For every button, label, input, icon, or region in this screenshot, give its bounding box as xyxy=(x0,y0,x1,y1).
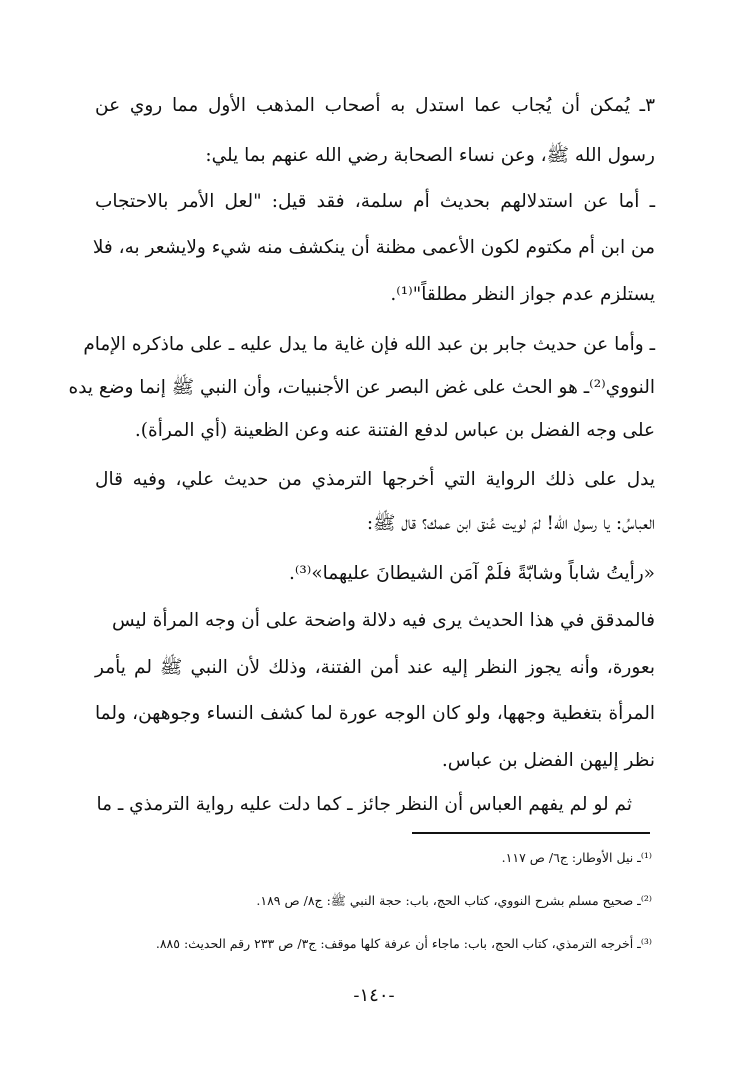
hadith-quote: «رأيتُ شاباً وشابّةً فلَمْ آمَن الشيطانَ عليهما»⁽³⁾. xyxy=(288,563,655,584)
footnote-3: ⁽³⁾ـ أخرجه الترمذي، كتاب الحج، باب: ماجاء أن عرفة كلها موقف: ج٣/ ص ٢٣٣ رقم الحديث: ٨٨٥. xyxy=(155,936,652,951)
body-line-7: النووي⁽²⁾ـ هو الحث على غض البصر عن الأجنبيات، وأن النبي ﷺ إنما وضع يده xyxy=(68,377,655,398)
body-line-5: يستلزم عدم جواز النظر مطلقاً"⁽¹⁾. xyxy=(390,284,655,305)
body-line-10: العباسُ: يا رسول الله! لمَ لويت عُنق ابن عمك؟ قال ﷺ: xyxy=(366,513,655,534)
body-line-9: يدل على ذلك الرواية التي أخرجها الترمذي من حديث علي، وفيه قال xyxy=(95,469,655,490)
footnote-1: ⁽¹⁾ـ نيل الأوطار: ج٦/ ص ١١٧. xyxy=(501,850,652,865)
footnote-separator xyxy=(412,832,650,834)
body-line-12: فالمدقق في هذا الحديث يرى فيه دلالة واضحة على أن وجه المرأة ليس xyxy=(111,610,655,631)
body-line-3: ـ أما عن استدلالهم بحديث أم سلمة، فقد قيل: "لعل الأمر بالاحتجاب xyxy=(95,191,655,212)
body-line-8: على وجه الفضل بن عباس لدفع الفتنة عنه وعن الظعينة (أي المرأة). xyxy=(134,420,655,441)
body-line-1: ٣ـ يُمكن أن يُجاب عما استدل به أصحاب المذهب الأول مما روي عن xyxy=(95,95,655,116)
body-line-13: بعورة، وأنه يجوز النظر إليه عند أمن الفتنة، وذلك لأن النبي ﷺ لم يأمر xyxy=(95,657,655,678)
body-line-4: من ابن أم مكتوم لكون الأعمى مظنة أن ينكشف منه شيء ولايشعر به، فلا xyxy=(92,237,655,258)
body-line-15: نظر إليهن الفضل بن عباس. xyxy=(441,750,655,771)
page-number: -١٤٠- xyxy=(353,985,395,1006)
body-line-14: المرأة بتغطية وجهها، ولو كان الوجه عورة لما كشف النساء وجوههن، ولما xyxy=(95,703,655,724)
body-line-16: ثم لو لم يفهم العباس أن النظر جائز ـ كما دلت عليه رواية الترمذي ـ ما xyxy=(96,794,632,815)
body-line-2: رسول الله ﷺ، وعن نساء الصحابة رضي الله عنهم بما يلي: xyxy=(205,145,655,166)
footnote-2: ⁽²⁾ـ صحيح مسلم بشرح النووي، كتاب الحج، باب: حجة النبي ﷺ: ج٨/ ص ١٨٩. xyxy=(256,893,652,908)
body-line-6: ـ وأما عن حديث جابر بن عبد الله فإن غاية ما يدل عليه ـ على ماذكره الإمام xyxy=(83,334,655,355)
